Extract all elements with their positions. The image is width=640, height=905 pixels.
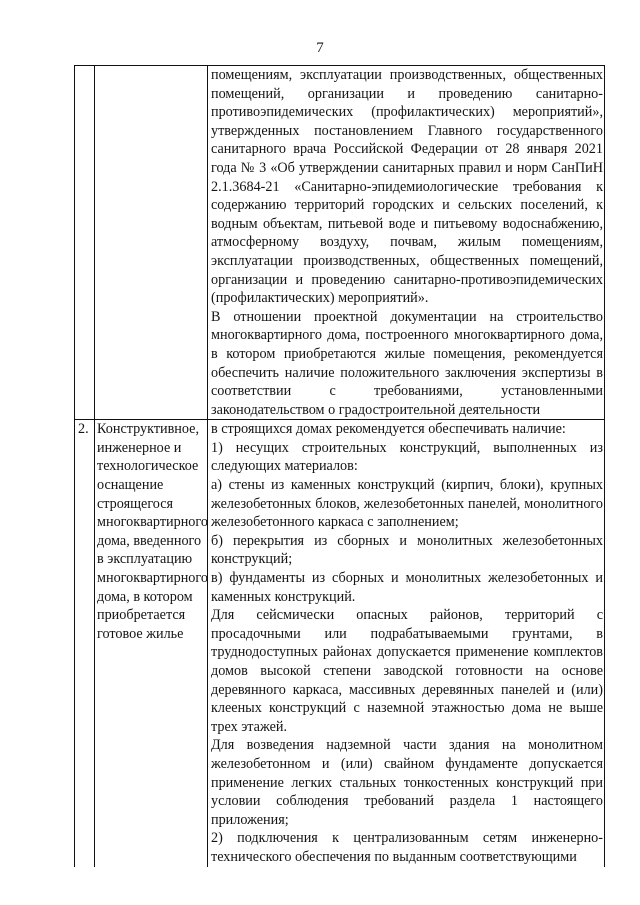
row-number-cell: 2. xyxy=(75,420,95,867)
paragraph: а) стены из каменных конструкций (кирпич, блоки), крупных железобетонных блоков, железобетонных панелей, монолитного железобетонного каркаса с заполнением; xyxy=(211,477,603,531)
page-number: 7 xyxy=(316,40,324,56)
row-content-cell xyxy=(208,66,605,420)
row-label-cell xyxy=(95,66,208,420)
table-row xyxy=(75,420,605,867)
table-row xyxy=(75,66,605,420)
paragraph: 1) несущих строительных конструкций, выполненных из следующих материалов: xyxy=(211,439,603,475)
paragraph: 2) подключения к централизованным сетям инженерно-технического обеспечения по выданным соответствующими xyxy=(211,830,603,865)
row-label-cell: Конструктивное, инженерное и технологическое оснащение строящегося многоквартирного дома, введенного в эксплуатацию многоквартирного дома, в котором приобретается готовое жилье xyxy=(95,420,208,867)
row-content-cell xyxy=(208,420,605,867)
row-number-cell xyxy=(75,66,95,420)
paragraph: б) перекрытия из сборных и монолитных железобетонных конструкций; xyxy=(211,532,603,568)
requirements-table xyxy=(74,65,605,867)
paragraph: в) фундаменты из сборных и монолитных железобетонных и каменных конструкций. xyxy=(211,570,603,605)
paragraph: В отношении проектной документации на строительство многоквартирного дома, построенного многоквартирного дома, в котором приобретаются жилые помещения, рекомендуется обеспечить наличие положительного заключения экспертизы в соответствии с требованиями, установленными законодательством о градостроительной деятельности xyxy=(211,308,603,418)
paragraph: Для сейсмически опасных районов, территорий с просадочными или подрабатываемыми грунтами, в труднодоступных районах допускается применение комплектов домов высокой степени заводской готовности на основе деревянного каркаса, массивных деревянных панелей и (или) клееных конструкций с наземной этажностью дома не выше трех этажей. xyxy=(211,607,603,735)
paragraph: Для возведения надземной части здания на монолитном железобетонном и (или) свайном фундаменте допускается применение легких стальных тонкостенных конструкций при условии соблюдения требований раздела 1 настоящего приложения; xyxy=(211,737,603,828)
paragraph: в строящихся домах рекомендуется обеспечивать наличие: xyxy=(211,421,566,438)
paragraph: помещениям, эксплуатации производственных, общественных помещений, организации и проведению санитарно-противоэпидемических (профилактических) мероприятий», утвержденных постановлением Главного государственного санитарного врача Российской Федерации от 28 января 2021 года № 3 «Об утверждении санитарных правил и норм СанПиН 2.1.3684-21 «Санитарно-эпидемиологические требования к содержанию территорий городских и сельских поселений, к водным объектам, питьевой воде и питьевому водоснабжению, атмосферному воздуху, почвам, жилым помещениям, эксплуатации производственных, общественных помещений, организации и проведению санитарно-противоэпидемических (профилактических) мероприятий». xyxy=(211,67,603,307)
